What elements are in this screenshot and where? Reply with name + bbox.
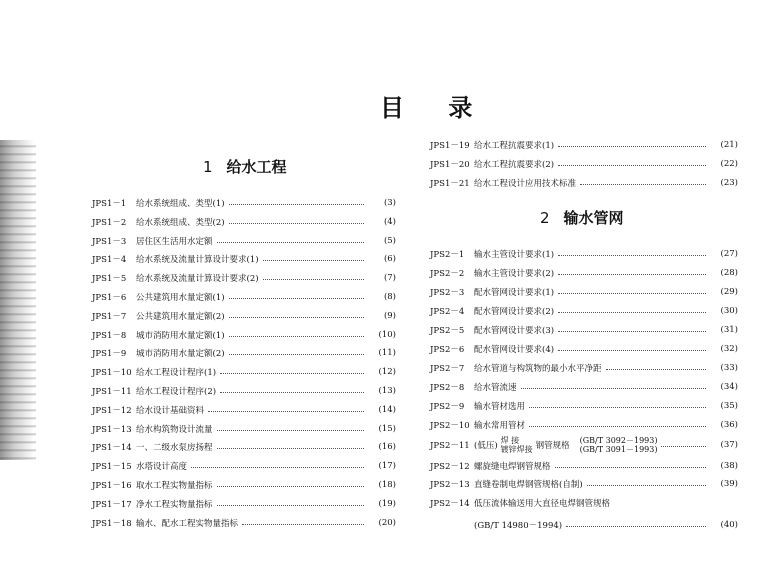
toc-entry[interactable] (430, 247, 738, 261)
entry-text: 净水工程实物量指标 (136, 499, 213, 510)
entry-text: 给水系统及流量计算设计要求(1) (136, 255, 259, 266)
toc-entry[interactable] (92, 346, 396, 360)
entry-text: 公共建筑用水量定额(2) (136, 311, 225, 322)
entry-page: (11) (378, 348, 396, 359)
entry-text: 给水工程设计应用技术标准 (474, 179, 577, 189)
entry-text: 输水主管设计要求(2) (474, 269, 555, 279)
toc-entry[interactable] (92, 365, 396, 379)
entry-text: 低压流体输送用大直径电焊钢管规格 (474, 499, 611, 509)
entry-code: JPS1－16 (92, 481, 132, 491)
entry-spec-2: (GB/T 3091－1993) (579, 445, 658, 454)
leader-dots (217, 242, 364, 243)
entry-page: (13) (378, 386, 396, 396)
entry-page: (16) (378, 442, 396, 453)
entry-code: JPS2－6 (430, 345, 465, 355)
entry-page: (22) (720, 159, 738, 169)
toc-entry[interactable] (92, 403, 396, 417)
entry-text: 取水工程实物量指标 (136, 481, 213, 491)
leader-dots (580, 184, 706, 185)
leader-dots (242, 524, 364, 525)
toc-entry[interactable] (430, 361, 738, 375)
entry-code: JPS2－3 (430, 288, 465, 298)
entry-code: JPS1－14 (92, 443, 132, 454)
entry-text: 配水管网设计要求(4) (474, 345, 555, 355)
entry-text: 给水工程设计程序(2) (136, 387, 217, 397)
entry-text: 输水、配水工程实物量指标 (136, 518, 239, 529)
entry-mid: 钢管规格 (535, 441, 570, 451)
entry-code: JPS1－5 (92, 274, 127, 285)
toc-entry[interactable] (92, 234, 396, 248)
entry-page: (9) (383, 310, 396, 321)
entry-code: JPS1－13 (92, 424, 132, 435)
entry-text-2: (GB/T 14980－1994) (474, 521, 563, 531)
entry-code: JPS1－15 (92, 462, 132, 473)
leader-dots (229, 298, 364, 299)
toc-entry[interactable] (430, 459, 738, 473)
entry-page: (7) (383, 273, 396, 284)
entry-code: JPS2－14 (430, 499, 470, 509)
section-title: 给水工程 (226, 158, 287, 176)
entry-code: JPS2－13 (430, 480, 470, 490)
leader-dots (191, 467, 364, 468)
entry-code: JPS1－17 (92, 499, 132, 510)
entry-code: JPS2－10 (430, 421, 470, 431)
leader-dots (529, 426, 706, 427)
entry-text: 给水管流速 (474, 383, 517, 393)
toc-entry[interactable] (430, 323, 738, 337)
toc-entry[interactable] (92, 497, 396, 511)
leader-dots (558, 146, 706, 147)
leader-dots (555, 467, 706, 468)
leader-dots (558, 293, 706, 294)
entry-code: JPS1－19 (430, 141, 470, 151)
entry-code: JPS1－2 (92, 217, 127, 228)
entry-code: JPS1－8 (92, 330, 127, 341)
entry-text: 公共建筑用水量定额(1) (136, 293, 225, 303)
leader-dots (606, 369, 706, 370)
entry-page: (31) (720, 325, 738, 335)
entry-code: JPS2－1 (430, 250, 465, 260)
leader-dots (229, 317, 364, 318)
leader-dots (558, 255, 706, 256)
toc-entry-continuation[interactable] (430, 518, 738, 532)
toc-entry[interactable] (92, 478, 396, 492)
toc-entry[interactable] (430, 176, 738, 190)
entry-page: (18) (378, 480, 396, 490)
entry-code: JPS1－20 (430, 160, 470, 170)
leader-dots (263, 279, 364, 280)
entry-page: (10) (378, 329, 396, 340)
entry-text: 城市消防用水量定额(1) (136, 330, 225, 341)
entry-page: (32) (720, 344, 738, 354)
entry-code: JPS1－4 (92, 255, 127, 266)
entry-page: (14) (378, 404, 396, 415)
toc-entry[interactable] (430, 380, 738, 394)
toc-entry[interactable] (92, 196, 396, 210)
entry-text: 给水工程设计程序(1) (136, 368, 217, 379)
entry-page: (8) (383, 292, 396, 302)
entry-page: (37) (720, 440, 738, 450)
entry-text: 给水系统及流量计算设计要求(2) (136, 274, 259, 285)
entry-page: (21) (720, 140, 738, 150)
entry-code: JPS2－2 (430, 269, 465, 279)
toc-entry[interactable] (430, 285, 738, 299)
entry-page: (27) (720, 249, 738, 259)
toc-entry[interactable] (430, 342, 738, 356)
scan-shadow (0, 140, 36, 460)
entry-code: JPS2－8 (430, 383, 465, 393)
toc-entry[interactable] (430, 496, 738, 510)
leader-dots (217, 505, 364, 506)
leader-dots (217, 448, 364, 449)
toc-entry[interactable] (430, 266, 738, 280)
toc-entry[interactable] (430, 434, 738, 456)
toc-entry[interactable] (430, 477, 738, 491)
entry-text: 输水主管设计要求(1) (474, 250, 555, 260)
entry-page: (23) (720, 178, 738, 188)
leader-dots (558, 350, 706, 351)
entry-sub-options (501, 436, 533, 454)
entry-page: (5) (383, 235, 396, 246)
entry-page: (28) (720, 268, 738, 278)
entry-text: 给水工程抗震要求(1) (474, 141, 555, 151)
entry-page: (29) (720, 287, 738, 297)
leader-dots (229, 204, 364, 205)
entry-page: (38) (720, 461, 738, 471)
entry-page: (30) (720, 306, 738, 316)
entry-page: (12) (378, 367, 396, 378)
entry-text: 配水管网设计要求(2) (474, 307, 555, 317)
entry-code: JPS1－9 (92, 349, 127, 360)
leader-dots (558, 165, 706, 166)
toc-entry[interactable] (92, 290, 396, 304)
entry-code: JPS2－7 (430, 364, 465, 374)
entry-code: JPS1－11 (92, 387, 132, 397)
toc-entry[interactable] (430, 399, 738, 413)
entry-prefix: (低压) (474, 441, 498, 451)
toc-entry[interactable] (92, 215, 396, 229)
leader-dots (229, 354, 364, 355)
entry-page: (20) (378, 517, 396, 528)
entry-code: JPS2－9 (430, 402, 465, 412)
section-title: 输水管网 (563, 209, 624, 227)
entry-option-2: 镀锌焊接 (500, 445, 533, 454)
entry-code: JPS1－7 (92, 311, 127, 322)
leader-dots (661, 446, 706, 447)
entry-specs (580, 436, 658, 454)
entry-page: (3) (383, 198, 396, 208)
entry-text (474, 436, 661, 454)
leader-dots (229, 336, 364, 337)
entry-text: 居住区生活用水定额 (136, 236, 213, 247)
entry-text: 螺旋缝电焊钢管规格 (474, 462, 551, 472)
toc-entry[interactable] (430, 418, 738, 432)
entry-code: JPS1－12 (92, 405, 132, 416)
entry-page: (4) (383, 216, 396, 227)
entry-text: 给水系统组成、类型(1) (136, 199, 225, 209)
toc-entry[interactable] (430, 304, 738, 318)
entry-code: JPS1－1 (92, 199, 127, 209)
toc-entry[interactable] (92, 252, 396, 266)
entry-text: 一、二级水泵房扬程 (136, 443, 213, 454)
entry-text: 配水管网设计要求(1) (474, 288, 555, 298)
entry-text: 给水工程抗震要求(2) (474, 160, 555, 170)
entry-option-1: 焊 接 (500, 436, 520, 445)
entry-code: JPS1－3 (92, 236, 127, 247)
entry-text: 给水设计基础资料 (136, 405, 205, 416)
entry-text: 城市消防用水量定额(2) (136, 349, 225, 360)
entry-spec-1: (GB/T 3092－1993) (579, 436, 658, 445)
entry-page: (35) (720, 401, 738, 411)
entry-page: (19) (378, 498, 396, 509)
entry-text: 给水管道与构筑物的最小水平净距 (474, 364, 602, 374)
toc-entry[interactable] (92, 328, 396, 342)
section-number: 2 (540, 209, 550, 227)
toc-entry[interactable] (430, 157, 738, 171)
entry-code: JPS1－6 (92, 293, 127, 303)
toc-entry[interactable] (92, 384, 396, 398)
entry-page: (34) (720, 382, 738, 392)
toc-entry[interactable] (92, 440, 396, 454)
entry-page: (36) (720, 420, 738, 430)
entry-code: JPS2－4 (430, 307, 465, 317)
section-1-heading (203, 156, 287, 177)
leader-dots (558, 274, 706, 275)
leader-dots (558, 312, 706, 313)
page-title: 目 录 (380, 93, 491, 122)
entry-code: JPS1－18 (92, 518, 132, 529)
leader-dots (558, 331, 706, 332)
entry-page: (6) (383, 254, 396, 265)
leader-dots (529, 407, 706, 408)
entry-code: JPS1－21 (430, 179, 470, 189)
entry-page: (39) (720, 479, 738, 489)
leader-dots (229, 223, 364, 224)
leader-dots (217, 486, 364, 487)
entry-text: 输水常用管材 (474, 421, 526, 431)
toc-entry[interactable] (92, 271, 396, 285)
entry-page: (15) (378, 423, 396, 434)
leader-dots (220, 373, 364, 374)
leader-dots (566, 526, 706, 527)
entry-page: (33) (720, 363, 738, 373)
leader-dots (217, 430, 364, 431)
toc-entry[interactable] (430, 138, 738, 152)
entry-code: JPS2－11 (430, 441, 470, 451)
entry-code: JPS2－5 (430, 326, 465, 336)
entry-text: 直缝卷制电焊钢管规格(自制) (474, 480, 583, 490)
toc-entry[interactable] (92, 309, 396, 323)
section-number: 1 (203, 158, 213, 176)
entry-text: 输水管材选用 (474, 402, 526, 412)
entry-page: (40) (720, 520, 738, 530)
entry-text: 配水管网设计要求(3) (474, 326, 555, 336)
toc-entry[interactable] (92, 422, 396, 436)
leader-dots (587, 485, 706, 486)
section-2-heading (540, 207, 624, 228)
leader-dots (521, 388, 706, 389)
toc-entry[interactable] (92, 459, 396, 473)
entry-code: JPS1－10 (92, 368, 132, 379)
entry-text: 给水构筑物设计流量 (136, 424, 213, 435)
entry-code: JPS2－12 (430, 462, 470, 472)
leader-dots (220, 392, 364, 393)
toc-entry[interactable] (92, 516, 396, 530)
leader-dots (208, 411, 364, 412)
entry-text: 水塔设计高度 (136, 462, 188, 473)
leader-dots (263, 260, 364, 261)
entry-page: (17) (378, 461, 396, 472)
entry-text: 给水系统组成、类型(2) (136, 217, 225, 228)
